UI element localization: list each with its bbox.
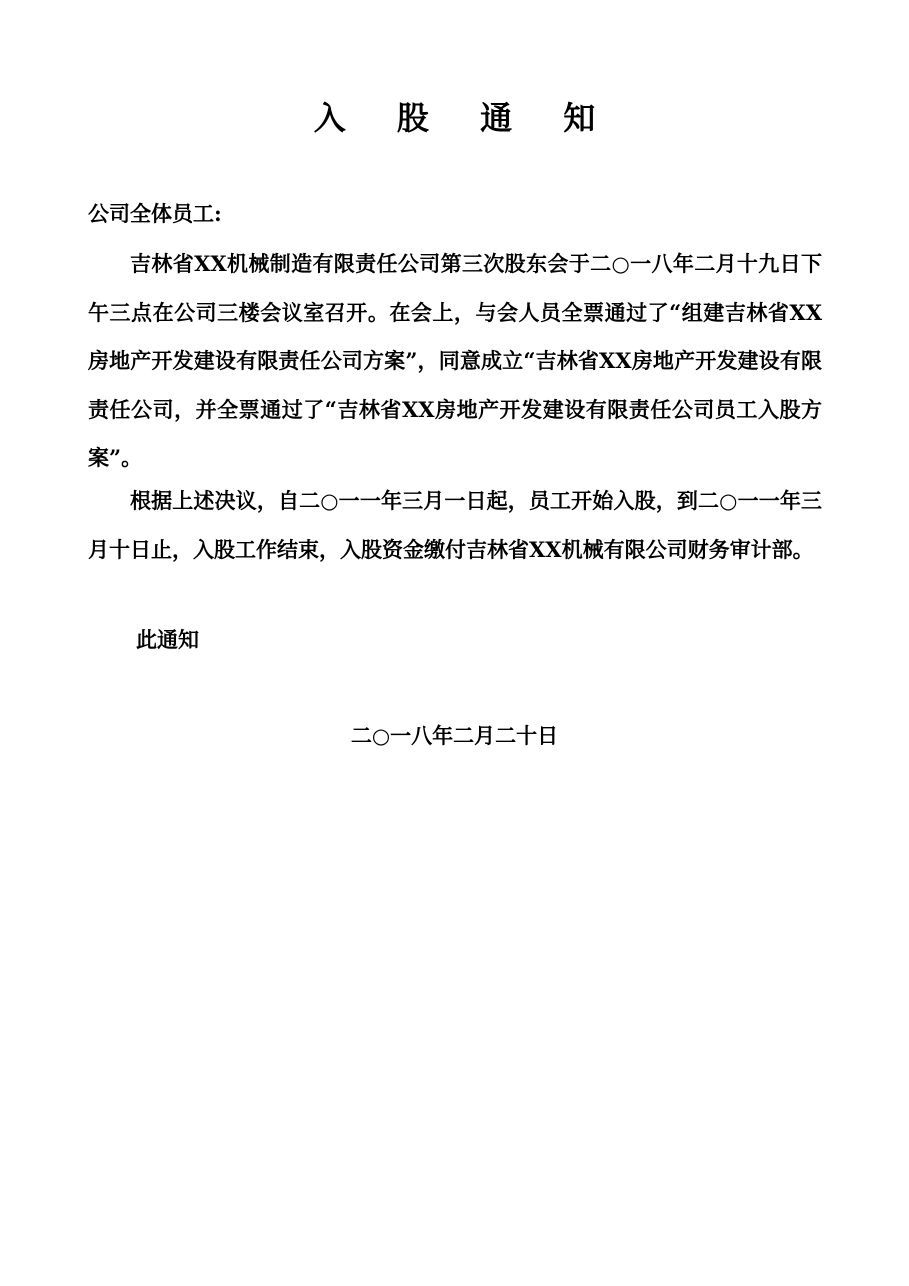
document-date: 二○一八年二月二十日 xyxy=(350,723,559,748)
body-paragraph-resolution: 吉林省XX机械制造有限责任公司第三次股东会于二○一八年二月十九日下午三点在公司三楼会议室召开。在会上，与会人员全票通过了“组建吉林省XX房地产开发建设有限责任公司方案”，同意成立“吉林省XX房地产开发建设有限责任公司，并全票通过了“吉林省XX房地产开发建设有限责任公司员工入股方案”。 xyxy=(88,251,822,470)
body-paragraph-schedule: 根据上述决议，自二○一一年三月一日起，员工开始入股，到二○一一年三月十日止，入股工作结束，入股资金缴付吉林省XX机械有限公司财务审计部。 xyxy=(88,488,822,562)
document-title: 入 股 通 知 xyxy=(313,99,616,137)
closing-text: 此通知 xyxy=(136,627,199,652)
salutation: 公司全体员工: xyxy=(88,201,222,226)
